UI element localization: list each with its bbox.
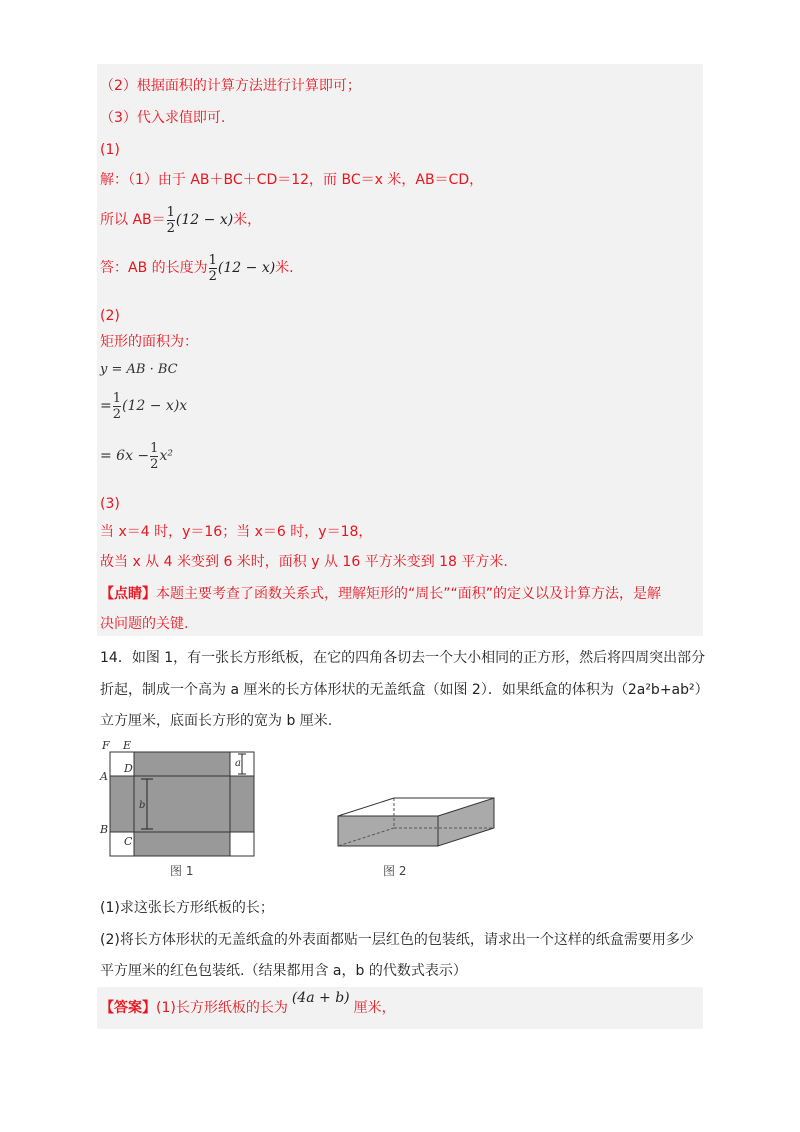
part1-line-2-expr: (12 − x) — [175, 212, 234, 228]
fig1-label-D: D — [124, 762, 133, 775]
part2-intro: 矩形的面积为： — [100, 334, 198, 350]
part2-eq-3 — [100, 436, 173, 476]
question-2-line-1: (2)将长方体形状的无盖纸盒的外表面都贴一层红色的包装纸，请求出一个这样的纸盒需要用多少 — [100, 932, 694, 948]
fig1-middle-band — [110, 776, 254, 832]
part3-line-2: 故当 x 从 4 米变到 6 米时，面积 y 从 16 平方米变到 18 平方米. — [100, 554, 508, 570]
frac-num: 1 — [208, 252, 217, 268]
part2-eq-3-expr: x² — [159, 448, 173, 464]
problem14-line-3: 立方厘米，底面长方形的宽为 b 厘米. — [100, 713, 333, 729]
answer-line — [100, 990, 396, 1018]
fraction-one-half — [167, 205, 175, 236]
frac-den: 2 — [166, 220, 175, 236]
frac-den: 2 — [112, 406, 122, 422]
fig1-top-flap — [134, 752, 230, 776]
part3-label: (3) — [100, 496, 120, 512]
fraction-one-half — [113, 391, 121, 422]
question-1: (1)求这张长方形纸板的长； — [100, 900, 274, 916]
figure-2-open-box — [330, 790, 510, 860]
part1-line-1: 解：（1）由于 AB＋BC＋CD＝12，而 BC＝x 米，AB＝CD， — [100, 172, 484, 188]
fig1-label-E: E — [123, 739, 132, 752]
part2-eq-3-prefix: = 6x − — [100, 448, 150, 464]
part2-label: (2) — [100, 308, 120, 324]
fig1-label-B: B — [100, 823, 109, 836]
answer-tag: 【答案】 — [100, 1000, 156, 1016]
part1-line-3-prefix: 答：AB 的长度为 — [100, 260, 208, 276]
figure-1-unfolded-cardboard — [98, 738, 268, 878]
fig1-label-A: A — [100, 770, 108, 783]
part1-line-3-expr: (12 − x) — [217, 260, 276, 276]
frac-den: 2 — [150, 456, 159, 472]
answer-text-prefix: (1)长方形纸板的长为 — [156, 1000, 288, 1016]
frac-num: 1 — [166, 204, 175, 220]
frac-num: 1 — [112, 390, 122, 406]
fig1-bottom-flap — [134, 832, 230, 856]
part1-line-2-suffix: 米， — [233, 212, 262, 228]
frac-num: 1 — [150, 440, 159, 456]
comment-line-2: 决问题的关键. — [100, 616, 189, 632]
part2-eq-2-expr: (12 − x)x — [122, 398, 188, 414]
frac-den: 2 — [208, 268, 217, 284]
fig1-label-b: b — [139, 800, 146, 811]
figure-1-caption: 图 1 — [170, 864, 194, 878]
part1-line-3 — [100, 250, 294, 286]
figure-2-caption: 图 2 — [383, 864, 407, 878]
fig1-label-a: a — [235, 758, 241, 769]
problem14-line-1: 14．如图 1，有一张长方形纸板，在它的四角各切去一个大小相同的正方形，然后将四周突出部分 — [100, 650, 706, 666]
part1-label: (1) — [100, 142, 120, 158]
comment-line-1 — [100, 584, 661, 604]
answer-expr: (4a + b) — [291, 990, 350, 1006]
answer-text-suffix: 厘米， — [353, 1000, 396, 1016]
problem14-line-2: 折起，制成一个高为 a 厘米的长方体形状的无盖纸盒（如图 2）．如果纸盒的体积为（2a²b+ab²） — [100, 682, 709, 698]
fig2-side-face — [438, 798, 494, 846]
fraction-one-half — [209, 253, 217, 284]
part2-eq-1: y = AB · BC — [100, 362, 178, 377]
hint-line-3: （3）代入求值即可. — [100, 110, 226, 126]
part2-eq-2 — [100, 386, 187, 426]
fig1-label-F: F — [102, 739, 110, 752]
fraction-one-half — [150, 441, 158, 472]
part1-line-2-prefix: 所以 AB＝ — [100, 212, 166, 228]
part1-line-2 — [100, 202, 261, 238]
part3-line-1: 当 x＝4 时，y＝16；当 x＝6 时，y＝18， — [100, 524, 373, 540]
part1-line-3-suffix: 米. — [275, 260, 294, 276]
question-2-line-2: 平方厘米的红色包装纸.（结果都用含 a，b 的代数式表示） — [100, 963, 467, 979]
fig2-front-face — [338, 816, 438, 846]
hint-line-2: （2）根据面积的计算方法进行计算即可； — [100, 78, 361, 94]
comment-tag: 【点睛】 — [100, 586, 156, 602]
fig1-label-C: C — [124, 835, 133, 848]
comment-text-1: 本题主要考查了函数关系式，理解矩形的“周长”“面积”的定义以及计算方法，是解 — [156, 586, 662, 602]
part2-eq-2-prefix: = — [100, 398, 112, 414]
